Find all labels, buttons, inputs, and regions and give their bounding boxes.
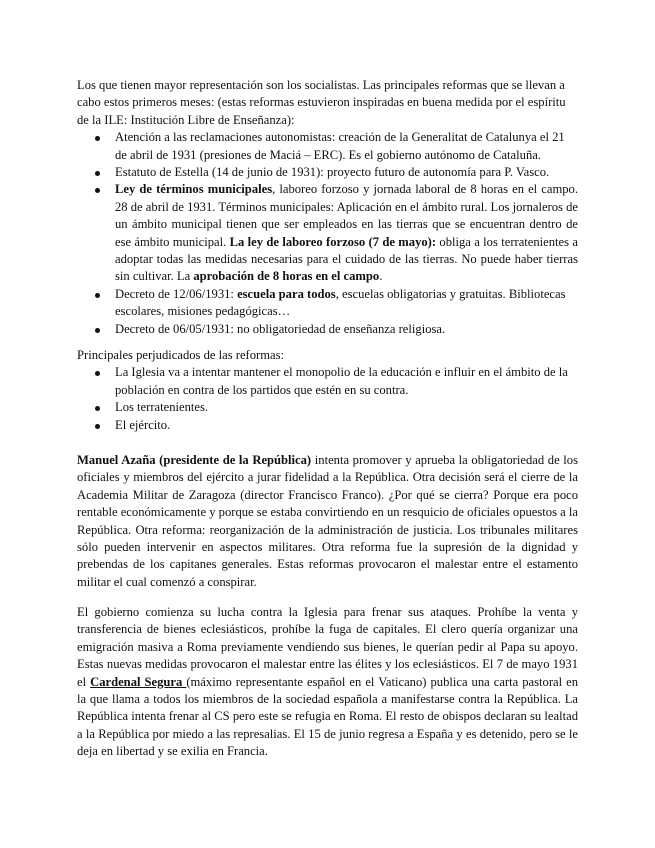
harmed-list — [77, 364, 578, 434]
list-item-text: Estatuto de Estella (14 de junio de 1931): proyecto futuro de autonomía para P. Vasco. — [115, 165, 550, 180]
bullet-icon — [95, 188, 100, 193]
list-item — [77, 399, 578, 416]
list-item-text: Atención a las reclamaciones autonomistas: creación de la Generalitat de Catalunya el 21 de abril de 1931 (presiones de Maciá – ERC). Es el gobierno autónomo de Cataluña. — [115, 130, 565, 162]
bold-term: Manuel Azaña (presidente de la República) — [77, 453, 312, 467]
azana-section — [77, 452, 578, 591]
list-item-text: Los terratenientes. — [115, 400, 209, 415]
list-item-text: Decreto de 12/06/1931: — [115, 286, 238, 301]
paragraph-text: intenta promover y aprueba la obligatoriedad de los oficiales y miembros del ejército a jurar fidelidad a la República. Otra decisión será el cierre de la Academia Militar de Zaragoza (director Francisco Franco). ¿Por qué se cierra? Porque era poco rentable económicamente y porque se estaba convirtiendo en un resquicio de oficiales opuestos a la República. Otra reforma: reorganización de la administración de justicia. Los tribunales militares sólo pueden intervenir en aspectos militares. Otra reforma fue la supresión de la dignidad y prebendas de los capitanes generales. Estas reformas provocaron el malestar entre el estamento militar el cual comenzó a conspirar. — [77, 453, 578, 589]
list-item — [77, 417, 578, 434]
list-item — [77, 321, 578, 338]
bullet-icon — [95, 424, 100, 429]
list-item-text: . — [379, 269, 383, 284]
azana-paragraph — [77, 452, 578, 591]
bullet-icon — [95, 371, 100, 376]
bold-term: La ley de laboreo forzoso (7 de mayo): — [229, 234, 437, 249]
church-paragraph — [77, 604, 578, 761]
underlined-bold-term: Cardenal Segura — [90, 674, 187, 689]
list-item — [77, 164, 578, 181]
intro-paragraph: Los que tienen mayor representación son los socialistas. Las principales reformas que se llevan a cabo estos primeros meses: (estas reformas estuvieron inspiradas en buena medida por el espíritu de la ILE: Institución Libre de Enseñanza): — [77, 78, 566, 127]
paragraph-text: (máximo representante español en el Vaticano) publica una carta pastoral en la que llama a todos los miembros de la sociedad española a manifestarse contra la República. La República intenta frenar al CS pero este se refugia en Roma. El resto de obispos declaran su lealtad a la República por miedo a las represalias. El 15 de junio regresa a España y es detenido, pero se le deja en libertad y se exilia en Francia. — [77, 674, 579, 759]
list-item-text: , escuelas obligatorias y gratuitas. Bibliotecas escolares, misiones pedagógicas… — [115, 286, 566, 319]
bold-term: escuela para todos — [237, 286, 336, 301]
list-item-text: El ejército. — [115, 417, 171, 432]
reforms-section — [77, 77, 578, 338]
list-item-text: La Iglesia va a intentar mantener el monopolio de la educación e influir en el ámbito de la población en contra de los partidos que estén en su contra. — [115, 365, 568, 397]
bold-term: aprobación de 8 horas en el campo — [193, 269, 380, 284]
bullet-icon — [95, 328, 100, 333]
list-item — [77, 181, 578, 285]
bullet-icon — [95, 406, 100, 411]
list-item-text: Decreto de 06/05/1931: no obligatoriedad de enseñanza religiosa. — [115, 321, 446, 336]
list-item-text: obliga a los terratenientes a adoptar todas las medidas necesarias para el cuidado de las tierras. No puede haber tierras sin cultivar. La — [115, 234, 578, 284]
church-section — [77, 604, 578, 761]
reforms-list — [77, 129, 578, 338]
harmed-section — [77, 347, 578, 434]
list-item-text: , laboreo forzoso y jornada laboral de 8 horas en el campo. 28 de abril de 1931. Términos municipales: Aplicación en el ámbito rural. Los jornaleros de un ámbito municipal tienen que ser empleados en las tierras que se encuentran dentro de ese ámbito municipal. — [115, 182, 578, 249]
bold-term: Ley de términos municipales — [115, 182, 273, 197]
bullet-icon — [95, 171, 100, 176]
list-item — [77, 364, 578, 399]
paragraph-text: El gobierno comienza su lucha contra la Iglesia para frenar sus ataques. Prohíbe la venta y transferencia de bienes eclesiásticos, prohíbe la fuga de capitales. El clero quería organizar una emigración masiva a Roma previamente vendiendo sus bienes, le querían pedir al Papa su apoyo. Estas nuevas medidas provocaron el malestar entre las élites y los eclesiásticos. El 7 de mayo 1931 el — [77, 605, 578, 689]
list-item — [77, 129, 578, 164]
list-item — [77, 286, 578, 321]
bullet-icon — [95, 293, 100, 298]
harmed-title: Principales perjudicados de las reformas: — [77, 348, 285, 362]
bullet-icon — [95, 136, 100, 141]
